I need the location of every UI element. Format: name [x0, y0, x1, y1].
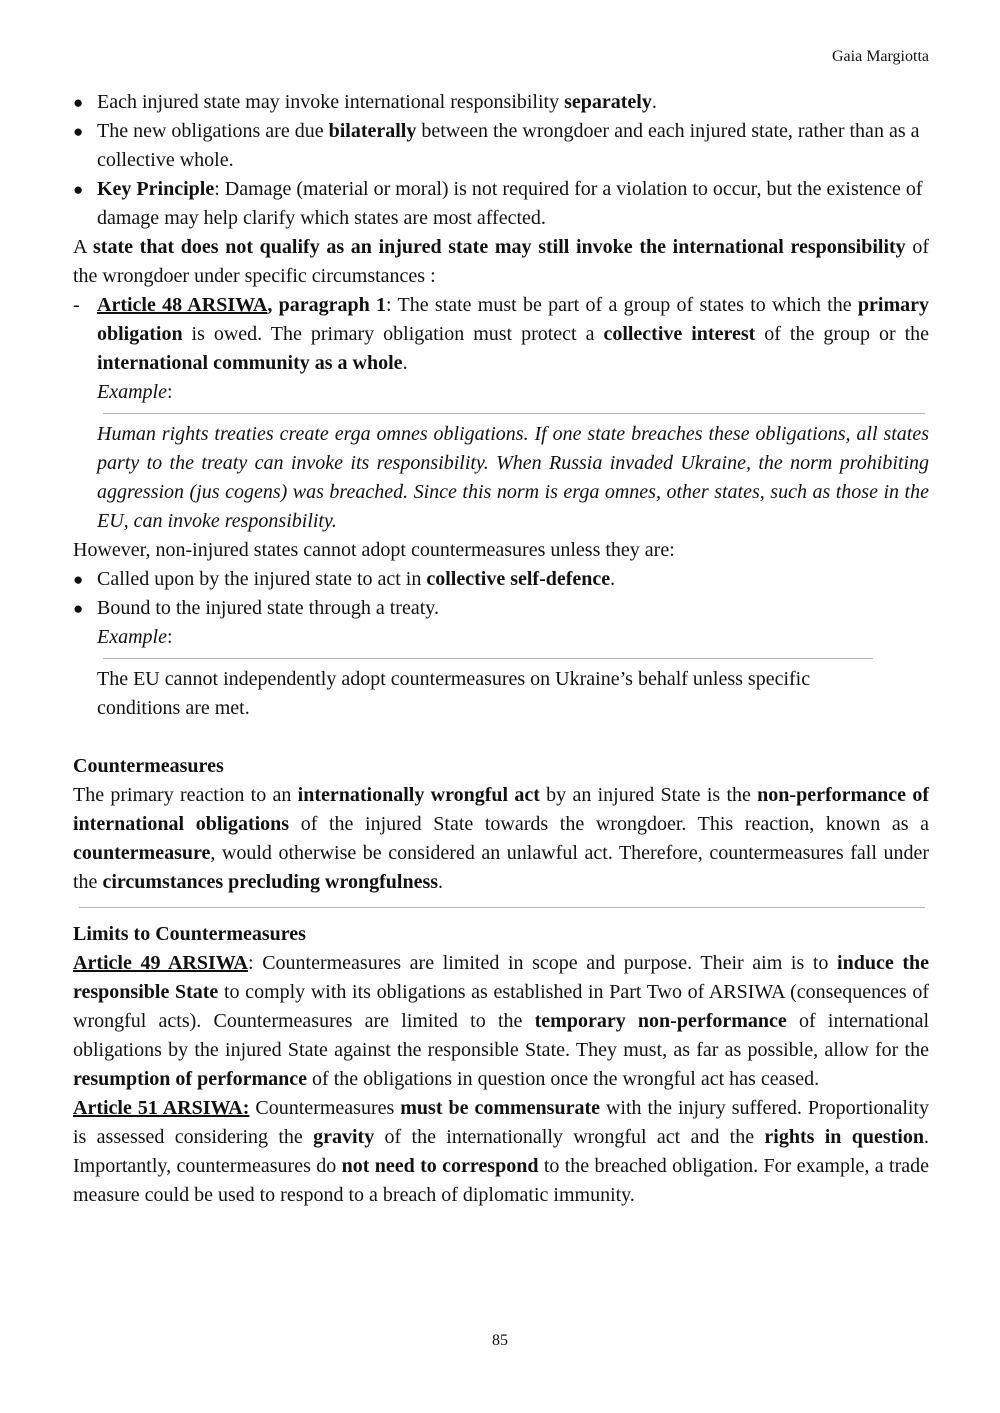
divider — [79, 907, 925, 908]
list-item: ● Bound to the injured state through a treaty. — [73, 594, 929, 623]
bullet-icon: ● — [73, 599, 84, 618]
paragraph-article-51: Article 51 ARSIWA: Countermeasures must be commensurate with the injury suffered. Proportionality is assessed considering the gravity of the internationally wrongful act and the rights in question. Importantly, countermeasures do not need to correspond to the breached obligation. For example, a trade measure could be used to respond to a breach of diplomatic immunity. — [73, 1097, 930, 1206]
dash-marker: - — [73, 294, 80, 316]
list-item: ● Key Principle: Damage (material or moral) is not required for a violation to occur, but the existence of damage may help clarify which states are most affected. — [73, 175, 929, 233]
list-item: ● The new obligations are due bilaterally between the wrongdoer and each injured state, rather than as a collective whole. — [73, 117, 929, 175]
bullet-icon: ● — [73, 570, 84, 589]
bullet-icon: ● — [73, 180, 84, 199]
section-heading-limits: Limits to Countermeasures — [73, 923, 306, 945]
page-header-author: Gaia Margiotta — [831, 48, 929, 65]
paragraph-non-injured-states: A state that does not qualify as an injured state may still invoke the international responsibility of the wrongdoer under specific circumstances : — [73, 236, 929, 287]
list-item: ● Called upon by the injured state to act in collective self-defence. — [73, 565, 929, 594]
paragraph-article-49: Article 49 ARSIWA: Countermeasures are limited in scope and purpose. Their aim is to induce the responsible State to comply with its obligations as established in Part Two of ARSIWA (consequences of wrongful acts). Countermeasures are limited to the temporary non-performance of international obligations by the injured State against the responsible State. They must, as far as possible, allow for the resumption of performance of the obligations in question once the wrongful act has ceased. — [73, 952, 930, 1090]
example-text: The EU cannot independently adopt countermeasures on Ukraine’s behalf unless specific conditions are met. — [97, 668, 811, 719]
section-heading-countermeasures: Countermeasures — [73, 755, 224, 777]
bullet-icon: ● — [73, 122, 84, 141]
example-label: Example: — [97, 381, 173, 403]
divider — [103, 658, 873, 659]
page-number: 85 — [492, 1332, 508, 1349]
example-label: Example: — [97, 626, 173, 648]
example-text: Human rights treaties create erga omnes obligations. If one state breaches these obligations, all states party to the treaty can invoke its responsibility. When Russia invaded Ukraine, the norm prohibiting aggression (jus cogens) was breached. Since this norm is erga omnes, other states, such as those in the EU, can invoke responsibility. — [97, 423, 929, 532]
bullet-icon: ● — [73, 93, 84, 112]
document-body — [73, 88, 929, 1210]
paragraph-countermeasures: The primary reaction to an internationally wrongful act by an injured State is the non-performance of international obligations of the injured State towards the wrongdoer. This reaction, known as a countermeasure, would otherwise be considered an unlawful act. Therefore, countermeasures fall under the circumstances precluding wrongfulness. — [73, 784, 929, 893]
divider — [103, 413, 925, 414]
list-item-article-48: - Article 48 ARSIWA, paragraph 1: The state must be part of a group of states to which the primary obligation is owed. The primary obligation must protect a collective interest of the group or the international community as a whole. — [73, 291, 929, 378]
paragraph-however: However, non-injured states cannot adopt countermeasures unless they are: — [73, 539, 675, 561]
list-item: ● Each injured state may invoke international responsibility separately. — [73, 88, 929, 117]
